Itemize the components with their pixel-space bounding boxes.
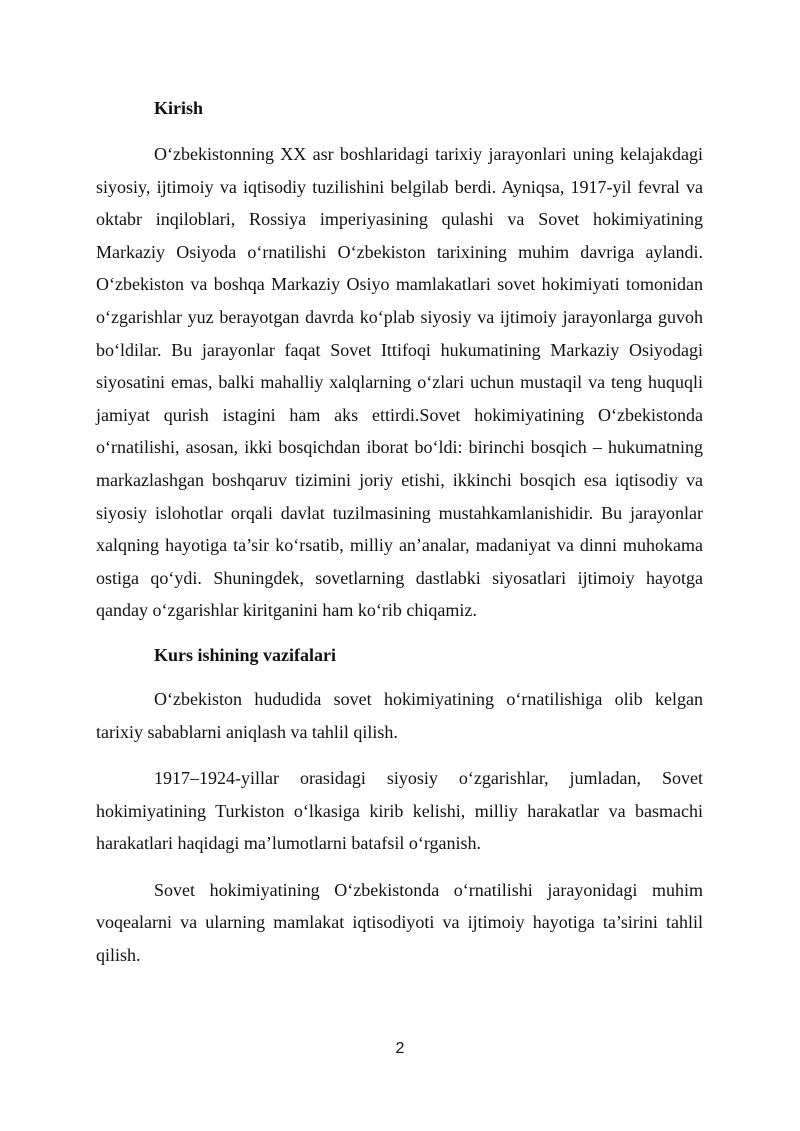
task-paragraph-3: Sovet hokimiyatining O‘zbekistonda o‘rnatilishi jarayonidagi muhim voqealarni va ularning mamlakat iqtisodiyoti va ijtimoiy hayotiga ta’sirini tahlil qilish. [96, 879, 703, 966]
task-paragraph-1: O‘zbekiston hududida sovet hokimiyatining o‘rnatilishiga olib kelgan tarixiy sabablarni aniqlash va tahlil qilish. [96, 688, 703, 742]
section-heading-intro: Kirish [154, 98, 204, 118]
task-paragraph-2: 1917–1924-yillar orasidagi siyosiy o‘zgarishlar, jumladan, Sovet hokimiyatining Turkiston o‘lkasiga kirib kelishi, milliy harakatlar va basmachi harakatlari haqidagi ma’lumotlarni batafsil o‘rganish. [96, 768, 703, 854]
intro-paragraph: O‘zbekistonning XX asr boshlaridagi tarixiy jarayonlari uning kelajakdagi siyosiy, ijtimoiy va iqtisodiy tuzilishini belgilab berdi. Ayniqsa, 1917-yil fevral va oktabr inqiloblari, Rossiya imperiyasining qulashi va Sovet hokimiyatining Markaziy Osiyoda o‘rnatilishi O‘zbekiston tarixining muhim davriga aylandi. O‘zbekiston va boshqa Markaziy Osiyo mamlakatlari sovet hokimiyati tomonidan o‘zgarishlar yuz berayotgan davrda ko‘plab siyosiy va ijtimoiy jarayonlarga guvoh bo‘ldilar. Bu jarayonlar faqat Sovet Ittifoqi hukumatining Markaziy Osiyodagi siyosatini emas, balki mahalliy xalqlarning o‘zlari uchun mustaqil va teng huquqli jamiyat qurish istagini ham aks ettirdi.Sovet hokimiyatining O‘zbekistonda o‘rnatilishi, asosan, ikki bosqichdan iborat bo‘ldi: birinchi bosqich – hukumatning markazlashgan boshqaruv tizimini joriy etishi, ikkinchi bosqich esa iqtisodiy va siyosiy islohotlar orqali davlat tuzilmasining mustahkamlanishidir. Bu jarayonlar xalqning hayotiga ta’sir ko‘rsatib, milliy an’analar, madaniyat va dinni muhokama ostiga qo‘ydi. Shuningdek, sovetlarning dastlabki siyosatlari ijtimoiy hayotga qanday o‘zgarishlar kiritganini ham ko‘rib chiqamiz. [96, 144, 703, 621]
section-heading-tasks: Kurs ishining vazifalari [154, 644, 337, 665]
page-number: 2 [395, 1040, 405, 1057]
page-content [96, 94, 703, 972]
